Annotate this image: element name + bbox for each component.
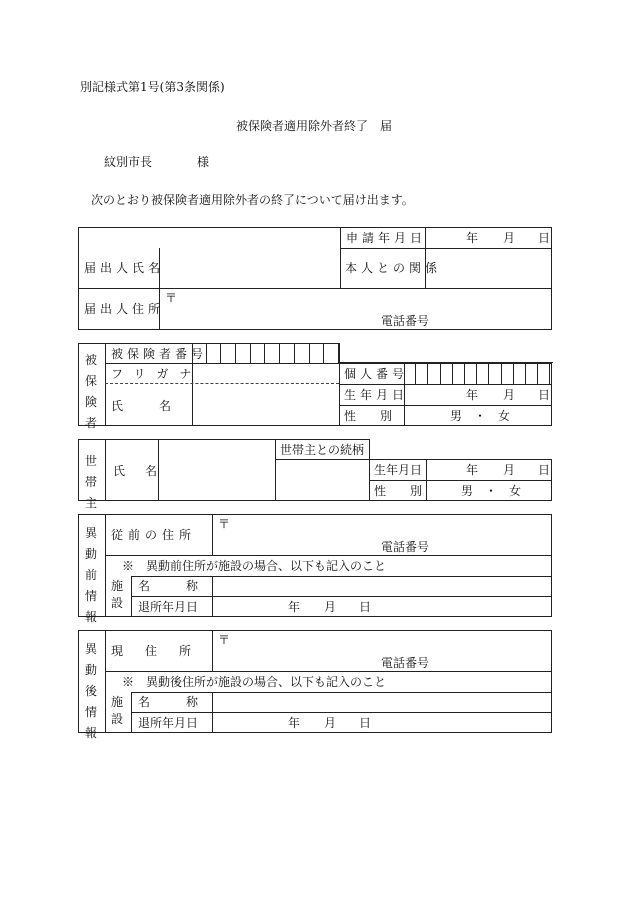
addressee-honorific: 様 bbox=[197, 155, 210, 169]
digit-box[interactable] bbox=[453, 363, 465, 384]
after-move-section-label: 異動後情報 bbox=[84, 642, 97, 740]
digit-box[interactable] bbox=[251, 343, 266, 363]
relation-field[interactable] bbox=[426, 249, 551, 287]
digit-box[interactable] bbox=[514, 363, 526, 384]
before-facility-note: ※ 異動前住所が施設の場合、以下も記入のこと bbox=[122, 559, 387, 573]
phone-label: 電話番号 bbox=[381, 314, 430, 328]
form-number: 別記様式第1号(第3条関係) bbox=[80, 80, 225, 94]
digit-box[interactable] bbox=[324, 343, 339, 363]
applicant-address-field[interactable] bbox=[160, 289, 551, 329]
householder-sex-label: 性 別 bbox=[374, 484, 423, 498]
digit-box[interactable] bbox=[489, 363, 501, 384]
digit-box[interactable] bbox=[477, 363, 489, 384]
applicant-address-label: 届出人住所 bbox=[84, 302, 165, 316]
applicant-name-label: 届出人氏名 bbox=[84, 261, 165, 275]
digit-box[interactable] bbox=[310, 343, 325, 363]
postal-mark: 〒 bbox=[165, 291, 178, 305]
digit-box[interactable] bbox=[416, 363, 428, 384]
householder-name-field[interactable] bbox=[159, 440, 274, 500]
insured-number-label: 被保険者番号 bbox=[111, 347, 208, 361]
application-date-field[interactable] bbox=[426, 228, 551, 247]
furigana-label: フリガナ bbox=[111, 367, 203, 381]
digit-box[interactable] bbox=[280, 343, 295, 363]
insured-name-label: 氏 名 bbox=[111, 399, 176, 413]
digit-box[interactable] bbox=[236, 343, 251, 363]
digit-box[interactable] bbox=[441, 363, 453, 384]
before-facility-name-field[interactable] bbox=[213, 577, 551, 595]
digit-box[interactable] bbox=[192, 343, 207, 363]
digit-box[interactable] bbox=[221, 343, 236, 363]
after-facility-name-field[interactable] bbox=[213, 693, 551, 711]
householder-relation-label: 世帯主との続柄 bbox=[280, 443, 365, 457]
application-date-label: 申請年月日 bbox=[346, 231, 427, 245]
before-move-section-label: 異動前情報 bbox=[84, 526, 97, 624]
digit-box[interactable] bbox=[428, 363, 440, 384]
insured-section-label: 被保険者 bbox=[84, 353, 97, 430]
after-address-label: 現 住 所 bbox=[111, 644, 197, 658]
after-facility-note: ※ 異動後住所が施設の場合、以下も記入のこと bbox=[122, 675, 387, 689]
furigana-field[interactable] bbox=[193, 364, 338, 382]
digit-box[interactable] bbox=[526, 363, 538, 384]
insured-birth-label: 生年月日 bbox=[344, 388, 409, 402]
householder-relation-field[interactable] bbox=[276, 460, 368, 500]
householder-sex-options[interactable]: 男 ・ 女 bbox=[461, 484, 522, 498]
before-leave-date-field[interactable] bbox=[213, 597, 551, 616]
digit-box[interactable] bbox=[404, 363, 416, 384]
after-leave-date-field[interactable] bbox=[213, 713, 551, 732]
householder-section-label: 世帯主 bbox=[84, 454, 97, 510]
insured-sex-label: 性 別 bbox=[344, 409, 393, 423]
digit-box[interactable] bbox=[538, 363, 550, 384]
digit-box[interactable] bbox=[295, 343, 310, 363]
my-number-label: 個人番号 bbox=[344, 367, 409, 381]
before-facility-label: 施設 bbox=[110, 579, 123, 610]
relation-label: 本人との関係 bbox=[345, 261, 442, 275]
householder-birth-label: 生年月日 bbox=[374, 463, 423, 477]
addressee-name: 紋別市長 bbox=[104, 155, 153, 169]
form-title: 被保険者適用除外者終了 届 bbox=[236, 119, 393, 133]
insured-name-field[interactable] bbox=[193, 385, 338, 425]
digit-box[interactable] bbox=[207, 343, 222, 363]
householder-birth-field[interactable] bbox=[427, 460, 551, 479]
applicant-name-field[interactable] bbox=[160, 249, 339, 287]
householder-name-label: 氏 名 bbox=[113, 464, 162, 478]
digit-box[interactable] bbox=[465, 363, 477, 384]
after-facility-label: 施設 bbox=[110, 695, 123, 726]
digit-box[interactable] bbox=[266, 343, 281, 363]
digit-box[interactable] bbox=[502, 363, 514, 384]
intro-text: 次のとおり被保険者適用除外者の終了について届け出ます。 bbox=[91, 193, 414, 207]
before-address-label: 従前の住所 bbox=[111, 528, 197, 542]
insured-sex-options[interactable]: 男 ・ 女 bbox=[450, 409, 511, 423]
